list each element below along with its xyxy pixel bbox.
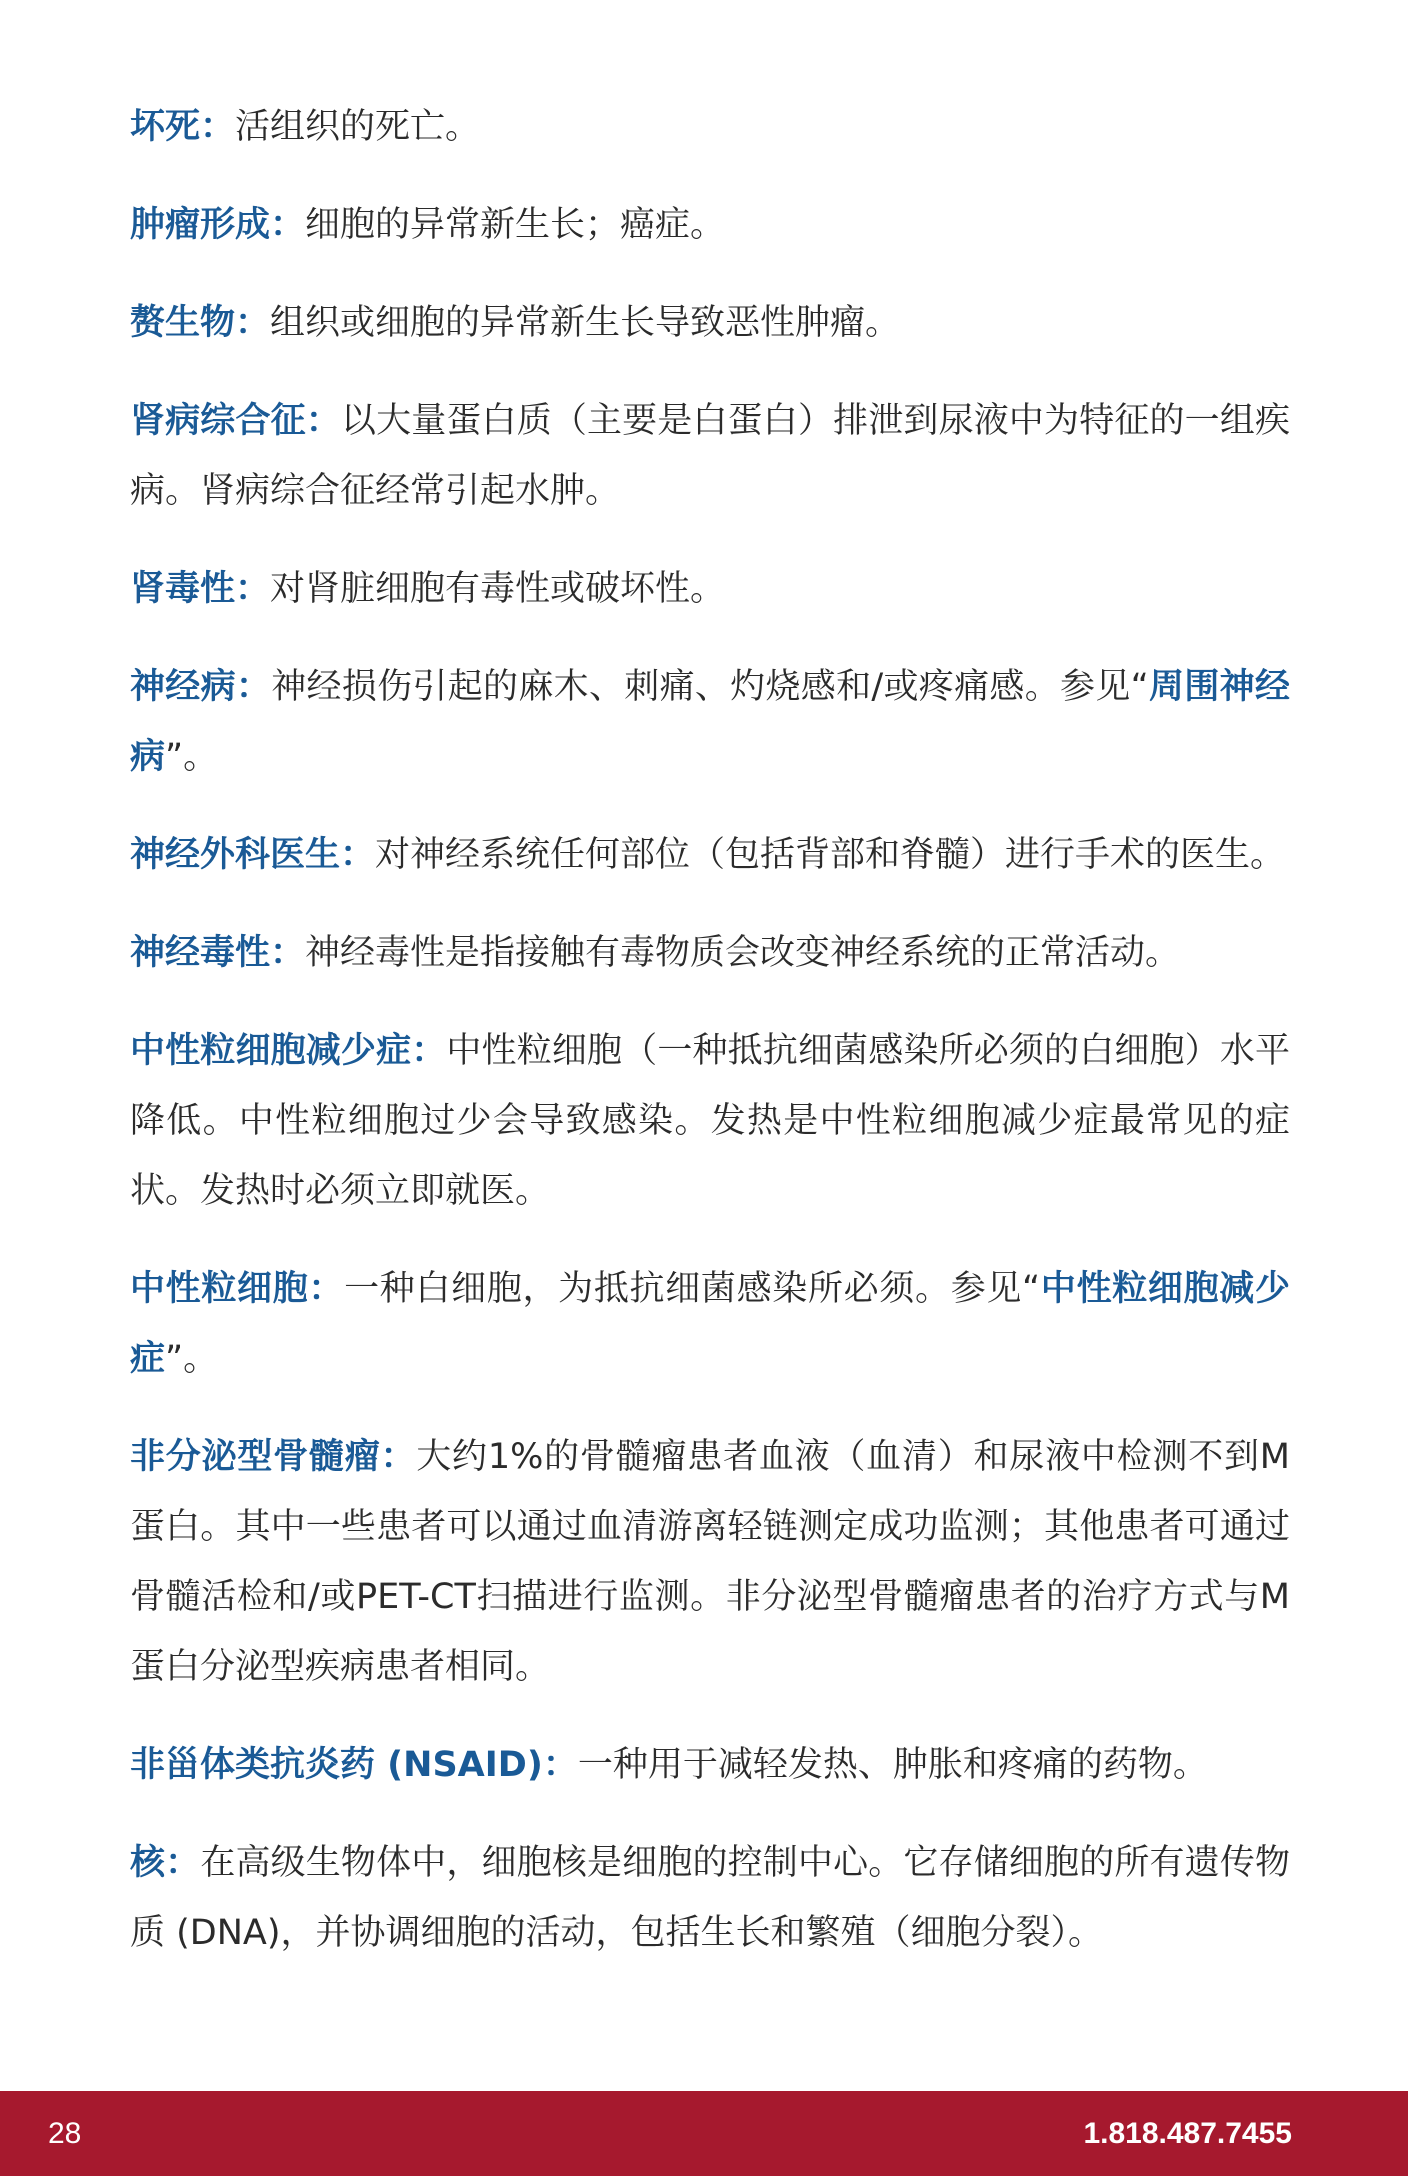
glossary-definition: 神经毒性是指接触有毒物质会改变神经系统的正常活动。 xyxy=(305,933,1181,973)
glossary-entry xyxy=(130,1422,1290,1702)
glossary-definition: 细胞的异常新生长；癌症。 xyxy=(305,205,726,245)
glossary-term: 非甾体类抗炎药 (NSAID)： xyxy=(130,1745,578,1785)
glossary-term: 肾病综合征： xyxy=(130,401,341,441)
glossary-definition: 大约1%的骨髓瘤患者血液（血清）和尿液中检测不到M蛋白。其中一些患者可以通过血清游离轻链测定成功监测；其他患者可通过骨髓活检和/或PET-CT扫描进行监测。非分泌型骨髓瘤患者的治疗方式与M蛋白分泌型疾病患者相同。 xyxy=(130,1437,1290,1687)
glossary-entry xyxy=(130,190,1290,260)
glossary-entry xyxy=(130,386,1290,526)
glossary-entry xyxy=(130,1828,1290,1968)
glossary-definition: 一种用于减轻发热、肿胀和疼痛的药物。 xyxy=(577,1745,1208,1785)
glossary-list xyxy=(130,92,1290,1996)
page-number: 28 xyxy=(48,2117,82,2150)
glossary-term: 神经毒性： xyxy=(130,933,306,973)
glossary-entry xyxy=(130,918,1290,988)
glossary-definition: 中性粒细胞（一种抵抗细菌感染所必须的白细胞）水平降低。中性粒细胞过少会导致感染。发热是中性粒细胞减少症最常见的症状。发热时必须立即就医。 xyxy=(130,1031,1290,1211)
glossary-definition: 对神经系统任何部位（包括背部和脊髓）进行手术的医生。 xyxy=(375,835,1286,875)
glossary-definition: 以大量蛋白质（主要是白蛋白）排泄到尿液中为特征的一组疾病。肾病综合征经常引起水肿。 xyxy=(130,401,1290,511)
glossary-definition-end: ”。 xyxy=(165,1339,219,1379)
glossary-entry xyxy=(130,288,1290,358)
glossary-entry xyxy=(130,1016,1290,1226)
glossary-definition: 在高级生物体中，细胞核是细胞的控制中心。它存储细胞的所有遗传物质 (DNA)，并协调细胞的活动，包括生长和繁殖（细胞分裂）。 xyxy=(130,1843,1290,1953)
glossary-term: 肿瘤形成： xyxy=(130,205,306,245)
glossary-term: 中性粒细胞： xyxy=(130,1269,345,1309)
glossary-definition: 组织或细胞的异常新生长导致恶性肿瘤。 xyxy=(270,303,901,343)
phone-number: 1.818.487.7455 xyxy=(1083,2117,1292,2150)
glossary-term: 肾毒性： xyxy=(130,569,271,609)
glossary-term: 中性粒细胞减少症： xyxy=(130,1031,447,1071)
glossary-entry xyxy=(130,554,1290,624)
glossary-term: 坏死： xyxy=(130,107,236,147)
cross-reference-link[interactable]: 中性粒细胞减少症 xyxy=(130,1269,1290,1379)
glossary-definition: 活组织的死亡。 xyxy=(235,107,481,147)
glossary-definition-end: ”。 xyxy=(165,737,219,777)
glossary-definition: 一种白细胞，为抵抗细菌感染所必须。参见“ xyxy=(344,1269,1041,1309)
glossary-entry xyxy=(130,652,1290,792)
glossary-term: 神经病： xyxy=(130,667,272,707)
glossary-term: 非分泌型骨髓瘤： xyxy=(130,1437,417,1477)
cross-reference-link[interactable]: 周围神经病 xyxy=(130,667,1290,777)
glossary-entry xyxy=(130,1254,1290,1394)
glossary-definition: 对肾脏细胞有毒性或破坏性。 xyxy=(270,569,726,609)
glossary-term: 赘生物： xyxy=(130,303,271,343)
glossary-term: 核： xyxy=(130,1843,201,1883)
glossary-definition: 神经损伤引起的麻木、刺痛、灼烧感和/或疼痛感。参见“ xyxy=(271,667,1149,707)
glossary-entry xyxy=(130,820,1290,890)
glossary-entry xyxy=(130,1730,1290,1800)
glossary-term: 神经外科医生： xyxy=(130,835,376,875)
glossary-entry xyxy=(130,92,1290,162)
page-footer xyxy=(0,2091,1408,2176)
